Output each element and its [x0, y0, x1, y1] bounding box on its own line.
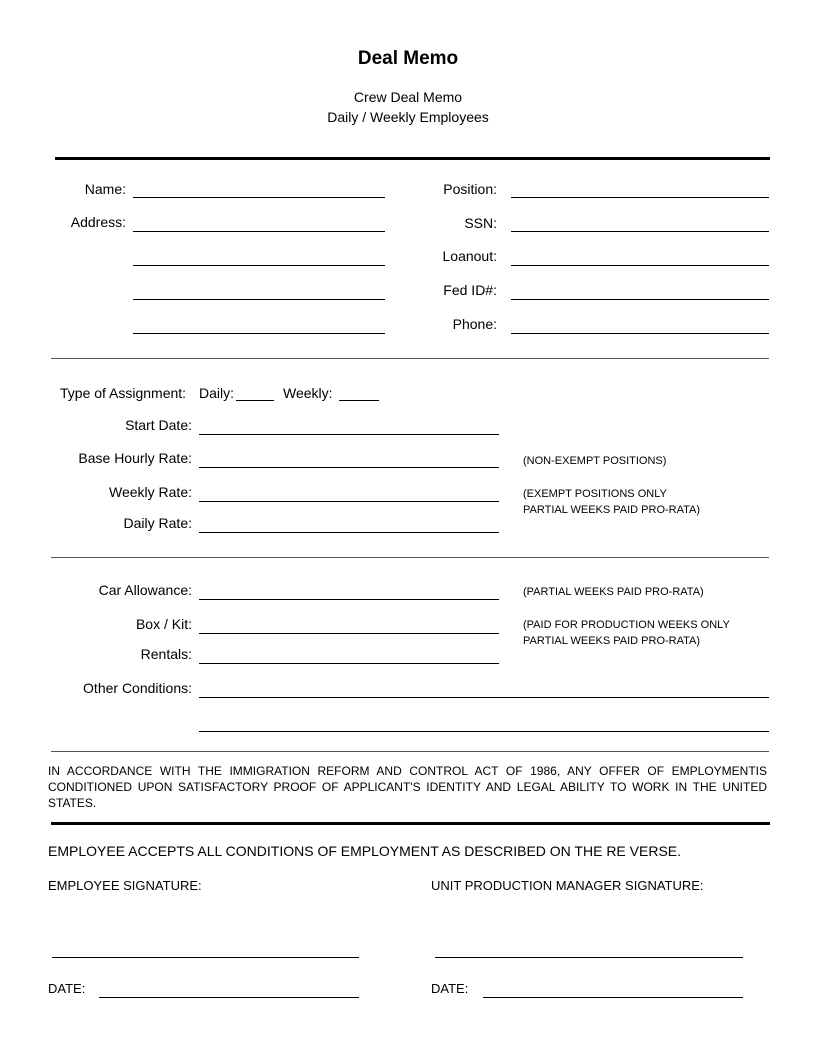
position-field[interactable]: [511, 197, 769, 198]
daily-rate-field[interactable]: [199, 532, 499, 533]
other-conditions-field-line-2[interactable]: [199, 731, 769, 732]
weekly-rate-field[interactable]: [199, 501, 499, 502]
car-allowance-field[interactable]: [199, 599, 499, 600]
base-hourly-rate-label: Base Hourly Rate:: [78, 450, 192, 466]
upm-date-label: DATE:: [431, 981, 469, 996]
phone-label: Phone:: [452, 316, 497, 332]
weekly-label: Weekly:: [283, 385, 333, 401]
loanout-field[interactable]: [511, 265, 769, 266]
other-conditions-label: Other Conditions:: [83, 680, 192, 696]
page-title: Deal Memo: [357, 48, 459, 69]
employee-date-label: DATE:: [48, 981, 86, 996]
section-divider-1: [51, 358, 769, 359]
daily-label: Daily:: [199, 385, 235, 401]
section-divider-3: [51, 751, 769, 752]
upm-signature-field[interactable]: [435, 957, 743, 958]
base-hourly-rate-note: (NON-EXEMPT POSITIONS): [523, 455, 667, 467]
base-hourly-rate-field[interactable]: [199, 467, 499, 468]
box-kit-field[interactable]: [199, 633, 499, 634]
name-label: Name:: [84, 181, 126, 197]
address-field-line-4[interactable]: [133, 333, 385, 334]
fed-id-field[interactable]: [511, 299, 769, 300]
subtitle-crew-deal-memo: Crew Deal Memo: [353, 89, 463, 105]
box-kit-label: Box / Kit:: [135, 616, 192, 632]
upm-date-field[interactable]: [483, 997, 743, 998]
address-field-line-1[interactable]: [133, 231, 385, 232]
assignment-type-label: Type of Assignment:: [60, 385, 187, 401]
weekly-field[interactable]: [339, 400, 379, 401]
daily-rate-label: Daily Rate:: [123, 515, 192, 531]
ssn-label: SSN:: [464, 215, 497, 231]
employee-signature-label: EMPLOYEE SIGNATURE:: [48, 878, 202, 893]
legal-divider: [51, 822, 770, 825]
other-conditions-field-line-1[interactable]: [199, 697, 769, 698]
daily-field[interactable]: [236, 400, 274, 401]
acceptance-statement: EMPLOYEE ACCEPTS ALL CONDITIONS OF EMPLOYMENT AS DESCRIBED ON THE RE VERSE.: [48, 843, 682, 859]
box-kit-note-line-2: PARTIAL WEEKS PAID PRO-RATA): [523, 635, 701, 647]
subtitle-daily-weekly: Daily / Weekly Employees: [327, 109, 489, 125]
section-divider-2: [51, 557, 769, 558]
employee-signature-field[interactable]: [52, 957, 359, 958]
immigration-notice: IN ACCORDANCE WITH THE IMMIGRATION REFORM AND CONTROL ACT OF 1986, ANY OFFER OF EMPLOYMENTIS CONDITIONED UPON SATISFACTORY PROOF OF APPLICANT'S IDENTITY AND LEGAL ABILITY TO WORK IN THE UNITED STATES.: [48, 764, 767, 810]
fed-id-label: Fed ID#:: [443, 282, 497, 298]
address-field-line-3[interactable]: [133, 299, 385, 300]
start-date-field[interactable]: [199, 434, 499, 435]
rentals-field[interactable]: [199, 663, 499, 664]
phone-field[interactable]: [511, 333, 769, 334]
start-date-label: Start Date:: [125, 417, 192, 433]
loanout-label: Loanout:: [442, 248, 497, 264]
upm-signature-label: UNIT PRODUCTION MANAGER SIGNATURE:: [431, 878, 704, 893]
address-label: Address:: [70, 214, 126, 230]
car-allowance-label: Car Allowance:: [98, 582, 192, 598]
weekly-rate-label: Weekly Rate:: [109, 484, 192, 500]
car-allowance-note: (PARTIAL WEEKS PAID PRO-RATA): [523, 586, 704, 598]
position-label: Position:: [443, 181, 497, 197]
weekly-rate-note-line-1: (EXEMPT POSITIONS ONLY: [523, 488, 667, 500]
name-field[interactable]: [133, 197, 385, 198]
employee-date-field[interactable]: [99, 997, 359, 998]
weekly-rate-note-line-2: PARTIAL WEEKS PAID PRO-RATA): [523, 504, 701, 516]
address-field-line-2[interactable]: [133, 265, 385, 266]
box-kit-note-line-1: (PAID FOR PRODUCTION WEEKS ONLY: [523, 619, 730, 631]
ssn-field[interactable]: [511, 231, 769, 232]
header-divider: [55, 157, 770, 160]
rentals-label: Rentals:: [140, 646, 192, 662]
